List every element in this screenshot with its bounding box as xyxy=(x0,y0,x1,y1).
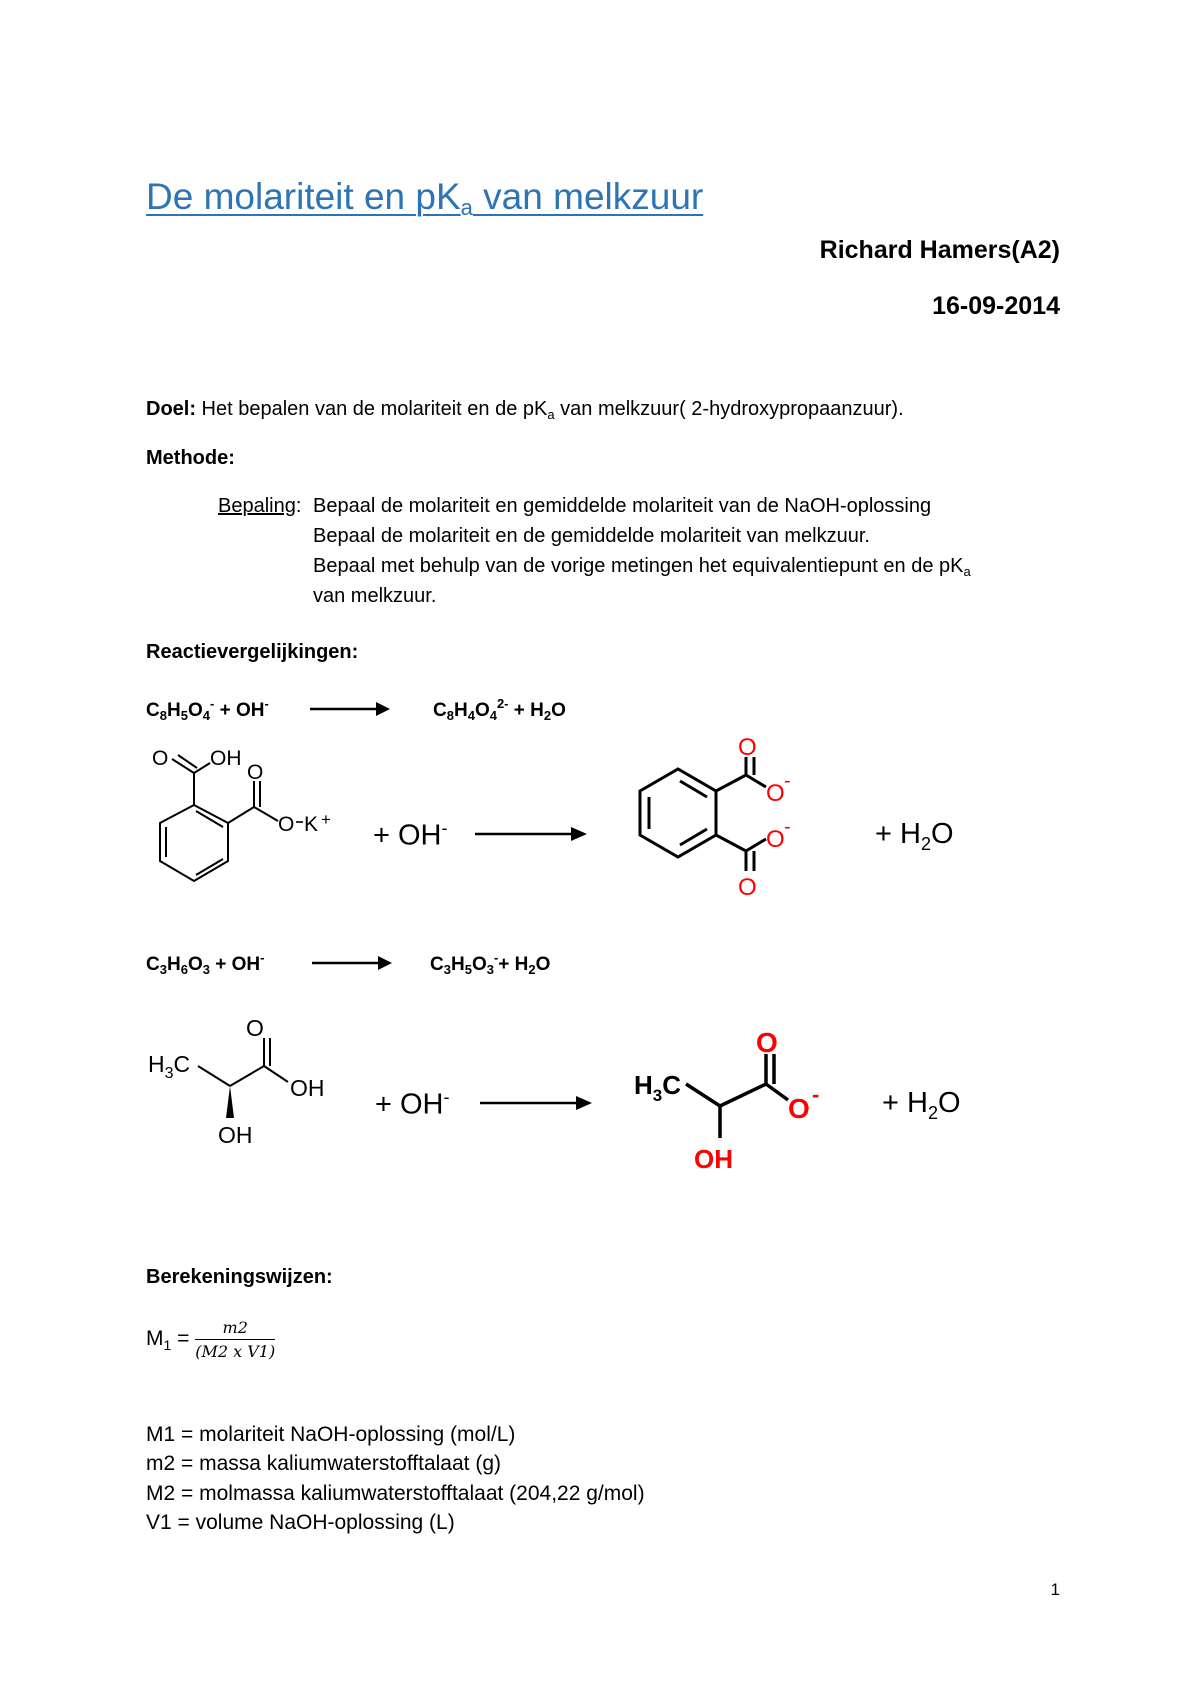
equation-2-right: $C_3H_5O_3^-+ H_2O$ xyxy=(430,950,551,977)
definition-m1: M1 = molariteit NaOH-oplossing (mol/L) xyxy=(146,1423,516,1446)
bepaling-line-2: Bepaal de molariteit en de gemiddelde molariteit van melkzuur. xyxy=(313,525,870,547)
potassium-hydrogen-phthalate-structure xyxy=(140,735,350,905)
lactate-o-minus: O xyxy=(788,1093,810,1124)
phthalate-dianion-structure xyxy=(630,735,820,935)
methode-heading: Methode: xyxy=(146,447,235,469)
lactic-o-top: O xyxy=(246,1015,264,1041)
reaction-2-plus-h2o: + $H_2O$ xyxy=(882,1087,961,1123)
berekening-heading: Berekeningswijzen: xyxy=(146,1266,333,1288)
definition-molmass: M2 = molmassa kaliumwaterstofftalaat (204,22 g/mol) xyxy=(146,1482,645,1505)
equation-2-left: $C_3H_6O_3 + OH^-$ xyxy=(146,950,265,977)
dianion-minus-2: - xyxy=(784,816,791,838)
reaction-2-plus-oh: + OH- xyxy=(375,1087,450,1121)
lactate-h3c: $H_3C$ xyxy=(634,1070,682,1105)
doel-paragraph: Doel: Het bepalen van de molariteit en de $pK_a$ van melkzuur( 2-hydroxypropaanzuur). xyxy=(146,398,904,422)
phthalate-oh: OH xyxy=(210,747,242,770)
page-number: 1 xyxy=(1050,1580,1060,1599)
lactic-acid-structure xyxy=(140,1000,360,1150)
reaction-1-arrow xyxy=(475,823,590,845)
lactic-oh-bottom: OH xyxy=(218,1122,253,1148)
definition-m2: m2 = massa kaliumwaterstofftalaat (g) xyxy=(146,1452,502,1475)
lactate-o-top: O xyxy=(756,1027,778,1058)
formula-denominator: (M2 x V1) xyxy=(195,1342,276,1361)
phthalate-o-k: O xyxy=(278,813,295,836)
lactic-oh-right: OH xyxy=(290,1075,325,1101)
page-title: De molariteit en $pK_a$ van melkzuur xyxy=(146,176,704,220)
equation-1-left: $C_8H_5O_4^- + OH^-$ xyxy=(146,696,269,723)
dianion-o-2: O xyxy=(766,780,785,807)
bepaling-label: Bepaling: xyxy=(218,495,302,517)
dianion-o-4: O xyxy=(738,874,757,901)
reactie-heading: Reactievergelijkingen: xyxy=(146,641,359,663)
lactate-oh: OH xyxy=(694,1144,733,1174)
dianion-o-3: O xyxy=(766,826,785,853)
lactic-h3c: $H_3C$ xyxy=(148,1051,191,1082)
bepaling-line-3: Bepaal met behulp van de vorige metingen het equivalentiepunt en de $pK_a$ xyxy=(313,555,971,579)
dianion-o-1: O xyxy=(738,735,757,761)
dianion-minus-1: - xyxy=(784,770,791,792)
equation-2-arrow xyxy=(312,954,394,972)
definition-v1: V1 = volume NaOH-oplossing (L) xyxy=(146,1511,455,1534)
reaction-1-plus-h2o: + $H_2O$ xyxy=(875,818,954,854)
bepaling-line-4: van melkzuur. xyxy=(313,585,437,607)
phthalate-o-left: O xyxy=(152,747,169,770)
reaction-2-arrow xyxy=(480,1092,595,1114)
lactate-minus-sign: - xyxy=(812,1082,820,1107)
phthalate-k-plus: + xyxy=(321,810,331,829)
bepaling-line-1: Bepaal de molariteit en gemiddelde molariteit van de NaOH-oplossing xyxy=(313,495,932,517)
phthalate-o-top: O xyxy=(247,761,264,784)
equation-1-right: $C_8H_4O_4^{2-} + H_2O$ xyxy=(433,696,566,723)
lactate-structure xyxy=(628,1010,848,1180)
phthalate-k: K xyxy=(304,813,319,836)
reaction-1-plus-oh: + OH- xyxy=(373,818,448,852)
document-date: 16-09-2014 xyxy=(932,292,1060,320)
formula-numerator: m2 xyxy=(195,1318,275,1340)
molarity-formula: $M_1$ = $\frac{m2}{\text{(M2 x V1)}}$ xyxy=(146,1318,276,1361)
equation-1-arrow xyxy=(310,700,392,718)
author-name: Richard Hamers(A2) xyxy=(819,236,1060,264)
